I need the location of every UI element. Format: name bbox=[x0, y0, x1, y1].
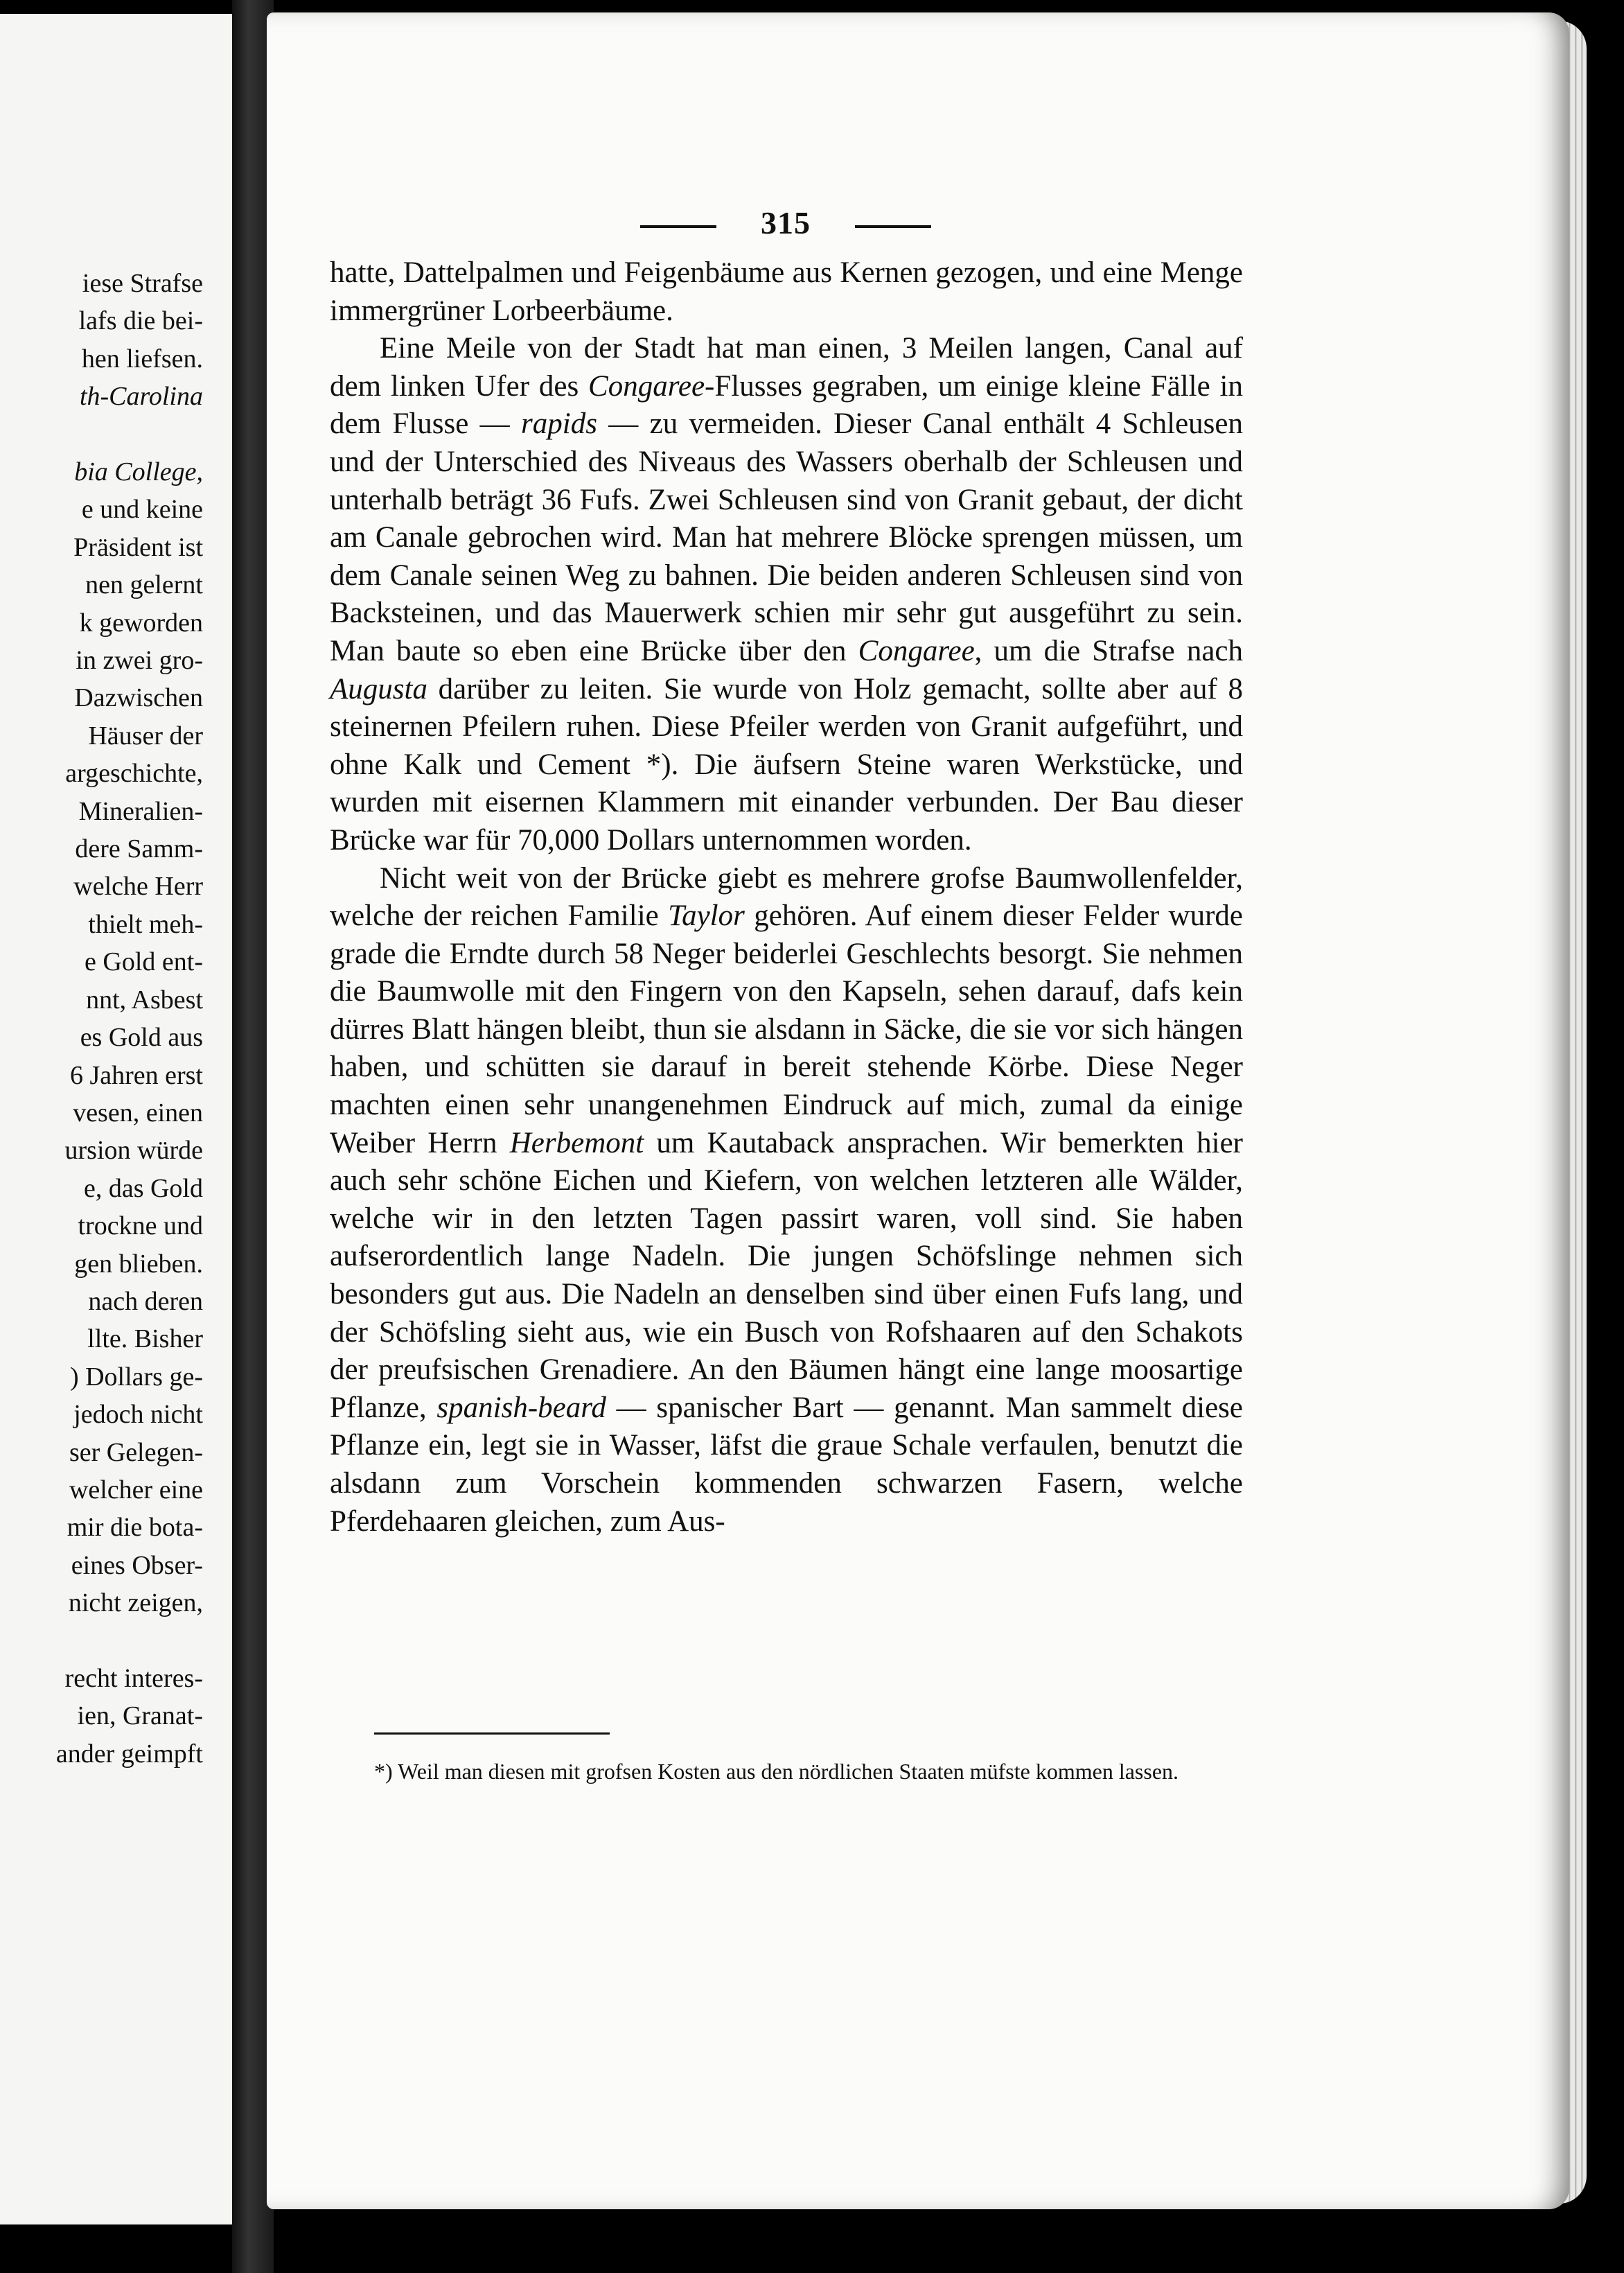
left-page-line bbox=[56, 416, 203, 453]
left-page-line: llte. Bisher bbox=[87, 1324, 203, 1354]
paragraph-3: Nicht weit von der Brücke giebt es mehrere grofse Baumwollenfelder, welche der reichen Familie Taylor gehören. Auf einem dieser Felder wurde grade die Erndte durch 58 Neger beiderlei Geschlechts besorgt. Sie nehmen die Baumwolle mit den Fingern von den Kapseln, sehen darauf, dafs kein dürres Blatt hängen bleibt, thun sie alsdann in Säcke, die sie vor sich hängen haben, und schütten sie darauf in bereit stehende Körbe. Diese Neger machten einen sehr unangenehmen Eindruck auf mich, zumal da einige Weiber Herrn Herbemont um Kautaback ansprachen. Wir bemerkten hier auch sehr schöne Eichen und Kiefern, von welchen letzteren alle Wälder, welche wir in den letzten Tagen passirt waren, voll sind. Sie haben aufserordentlich lange Nadeln. Die jungen Schöfslinge nehmen sich besonders gut aus. Die Nadeln an denselben sind über einen Fufs lang, und der Schöfsling sieht aus, wie ein Busch von Rofshaaren auf den Schakots der preufsischen Grenadiere. An den Bäumen hängt eine lange moosartige Pflanze, spanish-beard — spanischer Bart — genannt. Man sammelt diese Pflanze ein, legt sie in Wasser, läfst die graue Schale verfaulen, benutzt die alsdann zum Vorschein kommenden schwarzen Fasern, welche Pferdehaaren gleichen, zum Aus- bbox=[330, 861, 1243, 1538]
left-page-line: ien, Granat- bbox=[77, 1701, 203, 1731]
left-page-line: nicht zeigen, bbox=[68, 1588, 203, 1618]
left-page-line: mir die bota- bbox=[67, 1513, 203, 1543]
left-page-line: 6 Jahren erst bbox=[69, 1060, 203, 1090]
left-page-fragment bbox=[0, 14, 233, 2224]
paragraph-2: Eine Meile von der Stadt hat man einen, 3 Meilen langen, Canal auf dem linken Ufer des Congaree-Flusses gegraben, um einige kleine Fälle in dem Flusse — rapids — zu vermeiden. Dieser Canal enthält 4 Schleusen und der Unterschied des Niveaus des Wassers oberhalb der Schleusen und unterhalb beträgt 36 Fufs. Zwei Schleusen sind von Granit gebaut, der dicht am Canale gebrochen wird. Man hat mehrere Blöcke sprengen müssen, um dem Canale seinen Weg zu bahnen. Die beiden anderen Schleusen sind von Backsteinen, und das Mauerwerk schien mir sehr gut ausgeführt zu sein. Man baute so eben eine Brücke über den Congaree, um die Strafse nach Augusta darüber zu leiten. Sie wurde von Holz gemacht, sollte aber auf 8 steinernen Pfeilern ruhen. Diese Pfeiler werden von Granit aufgeführt, und ohne Kalk und Cement *). Die äufsern Steine waren Werkstücke, und wurden mit eisernen Klammern mit einander verbunden. Der Bau dieser Brücke war für 70,000 Dollars unternommen worden. bbox=[330, 332, 1243, 857]
left-page-line: th-Carolina bbox=[79, 382, 203, 412]
page-header bbox=[640, 204, 931, 246]
left-page-line: es Gold aus bbox=[80, 1023, 203, 1053]
left-page-line: gen blieben. bbox=[74, 1249, 203, 1279]
left-page-line: Mineralien- bbox=[78, 796, 203, 826]
left-page-line: ursion würde bbox=[64, 1136, 203, 1166]
left-page-line: bia College, bbox=[74, 457, 203, 487]
left-page-line: e, das Gold bbox=[83, 1173, 203, 1203]
body-text bbox=[330, 254, 1243, 1541]
left-page-line: eines Obser- bbox=[71, 1550, 203, 1580]
left-page-line: ser Gelegen- bbox=[69, 1437, 203, 1467]
left-page-line: trockne und bbox=[78, 1211, 203, 1241]
header-rule-right bbox=[855, 225, 931, 228]
left-page-line: jedoch nicht bbox=[73, 1400, 203, 1430]
left-page-line: Häuser der bbox=[88, 721, 203, 751]
term-spanish-beard: spanish-beard bbox=[436, 1391, 606, 1424]
left-page-line bbox=[56, 1622, 203, 1660]
place-augusta: Augusta bbox=[330, 672, 427, 705]
left-page-line: vesen, einen bbox=[73, 1098, 203, 1127]
place-congaree: Congaree bbox=[588, 369, 705, 403]
left-page-line: iese Strafse bbox=[82, 269, 203, 298]
left-page-line: e und keine bbox=[81, 495, 203, 525]
left-page-line: dere Samm- bbox=[75, 834, 203, 864]
left-page-text bbox=[56, 265, 203, 1773]
paragraph-1: hatte, Dattelpalmen und Feigenbäume aus Kernen gezogen, und eine Menge immergrüner Lorbeerbäume. bbox=[330, 256, 1243, 327]
left-page-line: thielt meh- bbox=[88, 909, 203, 939]
left-page-line: lafs die bei- bbox=[78, 306, 203, 336]
left-page-line: welcher eine bbox=[69, 1475, 203, 1504]
name-herbemont: Herbemont bbox=[509, 1126, 644, 1159]
left-page-line: e Gold ent- bbox=[85, 947, 203, 977]
left-page-line: k geworden bbox=[79, 608, 203, 638]
left-page-line: nach deren bbox=[88, 1286, 203, 1316]
left-page-line: nnt, Asbest bbox=[86, 985, 203, 1015]
term-rapids: rapids bbox=[521, 407, 597, 441]
left-page-line: Präsident ist bbox=[73, 532, 203, 562]
name-taylor: Taylor bbox=[668, 899, 745, 933]
place-congaree-2: Congaree bbox=[858, 634, 975, 667]
left-page-line: ) Dollars ge- bbox=[69, 1362, 203, 1392]
footnote: *) Weil man diesen mit grofsen Kosten aus den nördlichen Staaten müfste kommen lassen. bbox=[374, 1759, 1179, 1784]
left-page-line: recht interes- bbox=[64, 1664, 203, 1693]
page-number: 315 bbox=[761, 205, 811, 240]
left-page-line: hen liefsen. bbox=[81, 344, 203, 374]
footnote-rule bbox=[374, 1732, 610, 1735]
left-page-line: ander geimpft bbox=[55, 1739, 203, 1769]
left-page-line: argeschichte, bbox=[65, 759, 203, 789]
left-page-line: in zwei gro- bbox=[76, 646, 203, 676]
left-page-line: Dazwischen bbox=[74, 683, 203, 713]
left-page-line: welche Herr bbox=[73, 872, 203, 902]
left-page-line: nen gelernt bbox=[85, 570, 203, 600]
